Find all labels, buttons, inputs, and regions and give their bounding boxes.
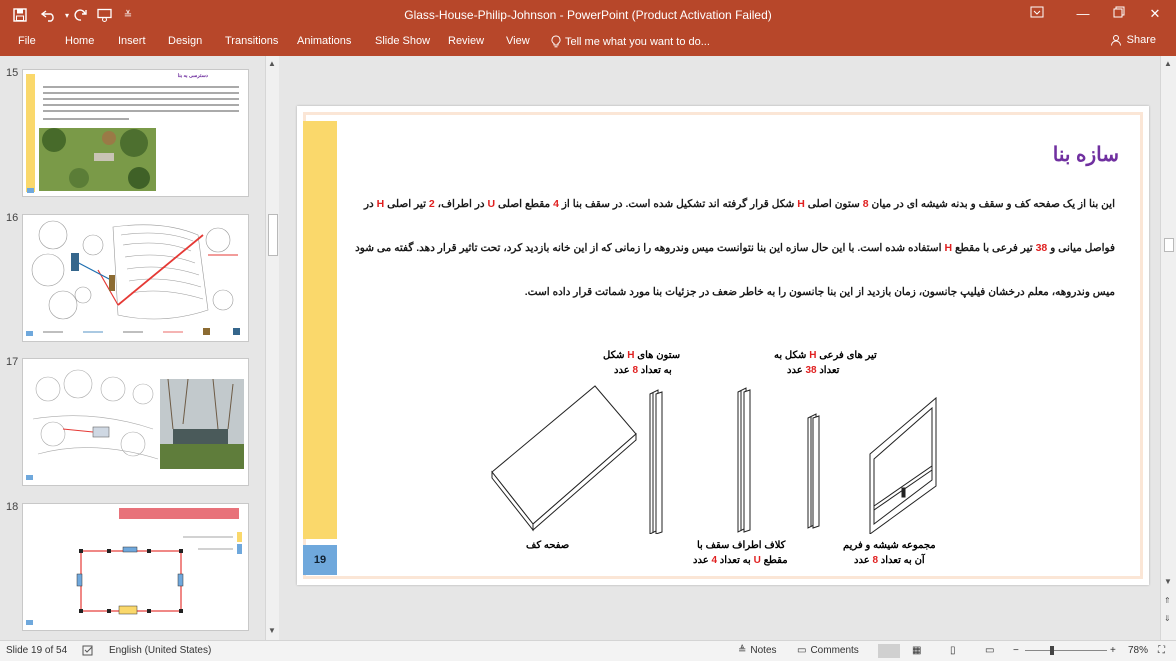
slide-thumbnail-15[interactable]: [22, 69, 249, 197]
glass-frame-label-1: [843, 540, 936, 551]
highlighted-value: 8: [862, 198, 869, 210]
highlighted-value: U: [487, 198, 496, 210]
columns-label-2: [614, 365, 672, 376]
text-run: مقطع: [760, 555, 788, 566]
zoom-in-icon[interactable]: +: [1110, 645, 1116, 656]
ribbon-display-icon[interactable]: [1022, 4, 1052, 24]
beams-label-1: [774, 350, 877, 361]
slide-count: Slide 19 of 54: [6, 645, 68, 656]
tell-me-text: Tell me what you want to do...: [565, 35, 710, 48]
reading-view-icon[interactable]: ▯: [950, 645, 956, 656]
text-run: شکل قرار گرفته اند تشکیل شده است. در سقف بنا از: [558, 198, 798, 210]
text-run: مقطع اصلی: [495, 198, 554, 210]
notes-button[interactable]: [738, 645, 777, 656]
restore-icon[interactable]: [1104, 4, 1134, 24]
text-run: آن به تعداد: [878, 555, 925, 566]
thumbnail-number: 15: [6, 67, 19, 79]
slide-number-badge: [27, 188, 34, 193]
tab-slide-show[interactable]: Slide Show: [375, 35, 431, 47]
share-button[interactable]: [1110, 34, 1156, 46]
normal-view-icon[interactable]: [878, 644, 900, 658]
lightbulb-icon: [551, 35, 561, 48]
slide-sorter-icon[interactable]: ▦: [912, 645, 922, 656]
tab-home[interactable]: Home: [65, 35, 95, 47]
zoom-out-icon[interactable]: −: [1013, 645, 1019, 656]
comments-button[interactable]: [797, 645, 859, 656]
roof-frame-label-1: [697, 540, 785, 551]
text-run: کلاف اطراف سقف با: [697, 540, 786, 551]
text-run: این بنا از یک صفحه کف و سقف و بدنه شیشه ای در میان: [868, 198, 1115, 210]
slide-scrollbar[interactable]: [1160, 56, 1176, 640]
tab-animations[interactable]: Animations: [297, 35, 352, 47]
text-run: فواصل میانی و: [1047, 242, 1115, 254]
scroll-up-icon[interactable]: ▲: [268, 59, 276, 68]
close-icon[interactable]: ✕: [1149, 6, 1161, 21]
text-run: به تعداد: [717, 555, 754, 566]
text-run: عدد: [614, 365, 633, 376]
tab-design[interactable]: Design: [168, 35, 203, 47]
structure-components-drawing: [490, 384, 948, 534]
slide-title: سازه بنا: [1052, 144, 1119, 166]
person-icon: [1110, 34, 1122, 46]
slide-thumbnail-17[interactable]: [22, 358, 249, 486]
thumbnail-scrollbar[interactable]: [265, 56, 279, 640]
thumbnail-number: 18: [6, 501, 19, 513]
structure-plan-drawing: [23, 504, 249, 631]
notes-label: Notes: [750, 645, 777, 656]
beams-label-2: [787, 365, 839, 376]
text-run: شکل به: [774, 350, 810, 361]
slide-thumbnail-18[interactable]: [22, 503, 249, 631]
next-slide-icon[interactable]: ⇓: [1164, 614, 1171, 623]
title-bar: [0, 0, 1176, 30]
slide-thumbnail-16[interactable]: [22, 214, 249, 342]
highlighted-value: 8: [632, 365, 639, 376]
text-run: عدد: [854, 555, 873, 566]
text-run: استفاده شده است. با این حال سازه این بنا نتوانست میس وندروهه را زمانی که از این خانه بازدید کرد، تحت تاثیر قرار دهد. گفته می شود: [355, 242, 945, 254]
sketch-and-photo: [23, 359, 249, 486]
thumbnail-text-lines: [39, 83, 244, 123]
slide-number-badge: 19: [303, 545, 337, 575]
highlighted-value: 38: [805, 365, 817, 376]
comments-label: Comments: [810, 645, 859, 656]
scroll-down-icon[interactable]: ▼: [268, 626, 276, 635]
text-run: ستون های: [634, 350, 681, 361]
highlighted-value: 4: [553, 198, 559, 210]
highlighted-value: H: [376, 198, 385, 210]
share-label: Share: [1126, 34, 1156, 46]
body-text-line-1: [335, 198, 1115, 210]
tab-review[interactable]: Review: [448, 35, 485, 47]
zoom-slider-thumb[interactable]: [1050, 646, 1054, 655]
thumbnail-title: دسترسی به بنا: [177, 73, 208, 79]
undo-dropdown-icon[interactable]: ▾: [64, 10, 69, 20]
text-run: عدد: [787, 365, 806, 376]
scroll-up-icon[interactable]: ▲: [1164, 59, 1172, 68]
highlighted-value: 8: [872, 555, 879, 566]
text-run: تیر اصلی: [384, 198, 429, 210]
highlighted-value: U: [753, 555, 761, 566]
site-plan-drawing: [23, 215, 249, 342]
tab-view[interactable]: View: [506, 35, 530, 47]
yellow-side-bar: [303, 121, 337, 539]
notes-icon: ≜: [738, 645, 747, 656]
highlighted-value: H: [797, 198, 805, 210]
text-run: صفحه کف: [526, 540, 570, 551]
text-run: در: [363, 198, 377, 210]
highlighted-value: H: [627, 350, 635, 361]
text-run: به تعداد: [638, 365, 672, 376]
zoom-level[interactable]: 78%: [1128, 645, 1149, 656]
status-bar: [0, 640, 1176, 661]
previous-slide-icon[interactable]: ⇑: [1164, 596, 1171, 605]
roof-frame-label-2: [693, 555, 788, 566]
text-run: در اطراف،: [434, 198, 488, 210]
tab-transitions[interactable]: Transitions: [225, 35, 279, 47]
slideshow-view-icon[interactable]: ▭: [985, 645, 995, 656]
columns-label-1: [603, 350, 680, 361]
zoom-slider[interactable]: [1025, 650, 1107, 651]
text-run: ستون اصلی: [804, 198, 863, 210]
highlighted-value: H: [809, 350, 817, 361]
tell-me-box[interactable]: [551, 35, 710, 48]
spelling-icon[interactable]: [82, 645, 96, 659]
current-slide[interactable]: [297, 106, 1149, 585]
ribbon-tabs: [0, 30, 1176, 56]
highlighted-value: 38: [1035, 242, 1048, 254]
language-indicator[interactable]: English (United States): [109, 645, 212, 656]
text-run: تیر فرعی با مقطع: [952, 242, 1036, 254]
text-run: شکل: [603, 350, 628, 361]
text-run: عدد: [693, 555, 712, 566]
body-text-line-2: [335, 242, 1115, 254]
tab-file[interactable]: File: [18, 35, 36, 47]
text-run: تیر های فرعی: [816, 350, 877, 361]
aerial-photo: [39, 128, 156, 191]
highlighted-value: 2: [428, 198, 435, 210]
minimize-icon[interactable]: —: [1076, 6, 1090, 21]
highlighted-value: 4: [711, 555, 718, 566]
floor-slab-label: [526, 540, 569, 551]
thumbnail-number: 17: [6, 356, 19, 368]
text-run: تعداد: [816, 365, 840, 376]
customize-icon[interactable]: ≚: [123, 9, 133, 21]
slide-editing-area: [281, 56, 1160, 640]
body-text-line-3: [335, 286, 1115, 298]
window-title: Glass-House-Philip-Johnson - PowerPoint (Product Activation Failed): [404, 8, 772, 22]
fit-slide-icon[interactable]: ⛶: [1158, 645, 1165, 656]
highlighted-value: H: [944, 242, 953, 254]
comment-icon: ▭: [797, 645, 807, 656]
slide-thumbnail-pane: [0, 56, 264, 640]
thumbnail-number: 16: [6, 212, 19, 224]
scroll-down-icon[interactable]: ▼: [1164, 577, 1172, 586]
scrollbar-thumb[interactable]: [268, 214, 278, 256]
tab-insert[interactable]: Insert: [118, 35, 146, 47]
yellow-bar: [26, 74, 35, 192]
text-run: میس وندروهه، معلم درخشان فیلیپ جانسون، زمان بازدید از این بنا جانسون را به خاطر ضعف در جزئیات بنا مورد شماتت قرار داده است.: [524, 286, 1115, 298]
scrollbar-thumb[interactable]: [1164, 238, 1174, 252]
glass-frame-label-2: [854, 555, 925, 566]
text-run: مجموعه شیشه و فریم: [843, 540, 936, 551]
